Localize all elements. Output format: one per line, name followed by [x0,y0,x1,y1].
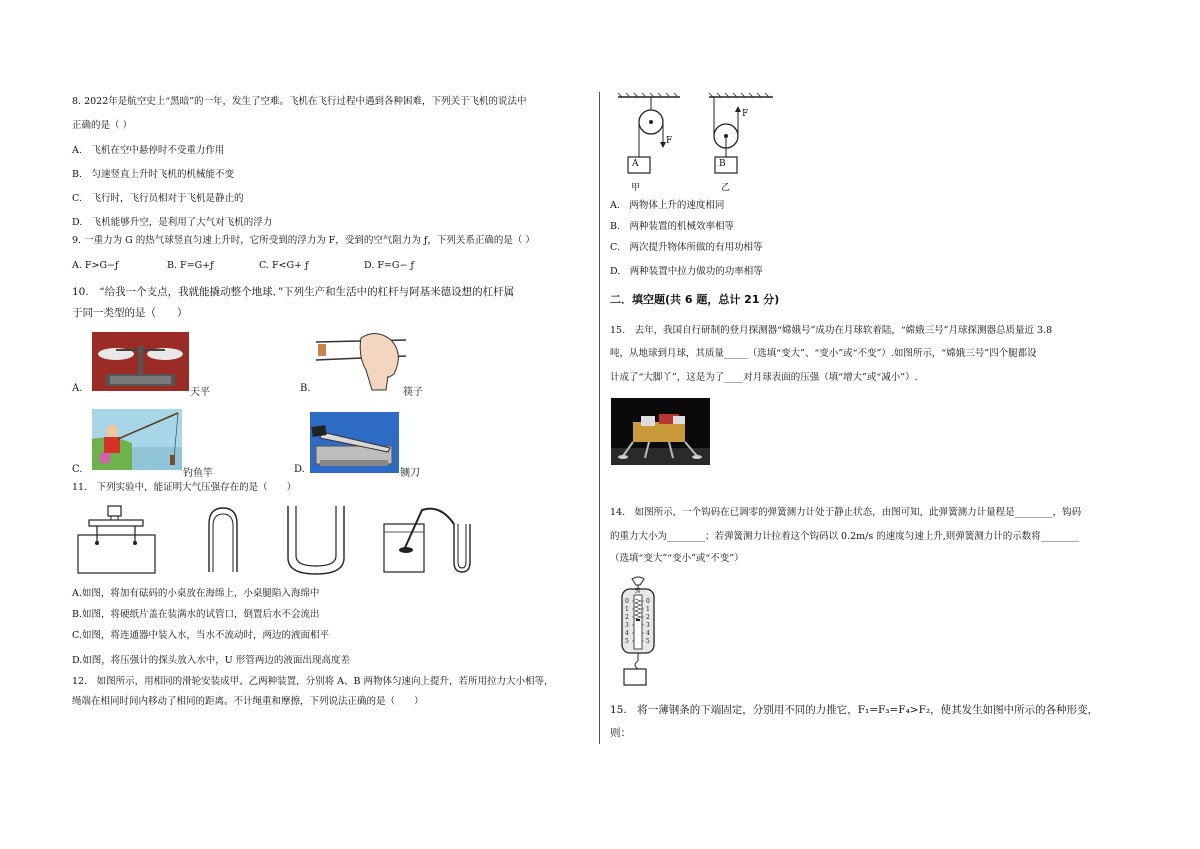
q10-option-c-letter: C. [72,464,83,475]
scale-ticks-right [646,598,650,646]
pulley-diagram [616,92,776,190]
scale-tick-left: 1 [625,606,629,613]
q11-option-b: B.如图，将硬纸片盖在装满水的试管口，倒置后水不会流出 [72,609,320,620]
q14-line-1: 14. 如图所示，一个钩码在已调零的弹簧测力计处于静止状态，由图可知，此弹簧测力计量程是________，钩码 [610,507,1082,518]
q10-option-c-label: 钓鱼竿 [183,468,213,479]
q11-stem: 11. 下列实验中，能证明大气压强存在的是（ ） [72,482,297,493]
scale-tick-right: 1 [646,606,650,613]
q8-stem-cont: 正确的是（ ） [72,120,133,131]
scale-tick-right: 2 [646,614,650,621]
inverted-test-tube-icon [205,506,241,576]
q9-option-c: C. F<G+ ƒ [259,260,309,271]
q9-stem: 9. 一重力为 G 的热气球竖直匀速上升时，它所受到的浮力为 F，受到的空气阻力为 ƒ，下列关系正确的是（ ） [72,235,535,246]
figure-jia-label: 甲 [631,183,641,193]
lunar-lander-image [611,398,710,465]
figure-yi-label: 乙 [721,183,731,193]
balance-scale-icon [92,332,189,391]
block-a-label: A [632,159,639,169]
balance-scale-image [92,332,189,391]
q12-option-a: A. 两物体上升的速度相同 [610,200,725,211]
q11-option-d: D.如图，将压强计的探头放入水中，U 形管两边的液面出现高度差 [72,655,350,666]
column-divider [599,92,600,744]
force-f-label-yi: F [742,109,749,119]
q8-option-c: C. 飞行时，飞行员相对于飞机是静止的 [72,193,244,204]
q14-line-2: 的重力大小为________；若弹簧测力计拉着这个钩码以 0.2m/s 的速度匀速上升,则弹簧测力计的示数将________ [610,531,1079,542]
cutter-icon [310,412,399,473]
pressure-gauge-u-tube-icon [382,504,482,576]
scale-unit-label: N [635,588,641,595]
q10-option-a-letter: A. [72,383,83,394]
q11-option-c: C.如图，将连通器中装入水，当水不流动时，两边的液面相平 [72,630,329,641]
q12-stem-cont: 绳端在相同时间内移动了相同的距离。不计绳重和摩擦，下列说法正确的是（ ） [72,696,424,707]
lunar-lander-icon [611,398,710,465]
q12-option-c: C. 两次提升物体所做的有用功相等 [610,242,763,253]
q9-option-a: A. F>G−ƒ [72,260,119,271]
fishing-person-icon [92,409,182,470]
q12-option-b: B. 两种装置的机械效率相等 [610,221,735,232]
scale-tick-left: 3 [625,622,629,629]
scale-tick-right: 4 [646,630,650,637]
q8-stem: 8. 2022年是航空史上“黑暗”的一年，发生了空难。飞机在飞行过程中遇到各种困难，下列关于飞机的说法中 [72,96,527,107]
block-b-label: B [719,159,726,169]
q10-option-d-label: 铡刀 [400,468,420,479]
scale-tick-left: 5 [625,638,629,645]
scale-tick-right: 5 [646,638,650,645]
q15-steel-line-1: 15. 将一薄钢条的下端固定，分别用不同的力推它，F₁=F₃=F₄>F₂，使其发生如图中所示的各种形变， [610,704,1099,716]
q14-line-3: （选填“变大”“变小”或“不变”） [610,553,744,564]
scale-tick-right: 0 [646,598,650,605]
q10-stem: 10. “给我一个支点，我就能撬动整个地球．”下列生产和生活中的杠杆与阿基米德设想的杠杆属 [72,286,515,298]
q10-option-b-letter: B. [300,383,311,394]
section-title-fill-in: 二．填空题(共 6 题，总计 21 分) [610,293,780,306]
scale-tick-left: 4 [625,630,629,637]
q8-option-a: A. 飞机在空中悬停时不受重力作用 [72,145,225,156]
q10-option-b-label: 筷子 [403,387,423,398]
q9-option-d: D. F=G− ƒ [364,260,414,271]
q8-option-b: B. 匀速竖直上升时飞机的机械能不变 [72,169,235,180]
q12-stem: 12. 如图所示，用相同的滑轮安装成甲、乙两种装置，分别将 A、B 两物体匀速向上提升，若所用拉力大小相等， [72,676,554,687]
q8-option-d: D. 飞机能够升空，是利用了大气对飞机的浮力 [72,217,273,228]
q15-lunar-line-1: 15. 去年，我国自行研制的登月探测器“嫦娥号”成功在月球软着陆，“嫦娥三号”月球探测器总质量近 3.8 [610,325,1053,336]
fishing-rod-image [92,409,182,470]
q12-option-d: D. 两种装置中拉力做功的功率相等 [610,266,763,277]
scale-tick-left: 0 [625,598,629,605]
scale-tick-right: 3 [646,622,650,629]
connected-vessel-icon [286,506,346,576]
table-on-sponge-icon [77,505,157,575]
q10-option-a-label: 天平 [190,387,210,398]
q15-lunar-line-2: 吨，从地球到月球，其质量_____（选填“变大”、“变小”或“不变”）.如图所示，“嫦娥三号”四个腿都设 [610,348,1037,359]
scale-tick-left: 2 [625,614,629,621]
guillotine-cutter-image [310,412,399,473]
q11-option-a: A.如图，将加有砝码的小桌放在海绵上，小桌腿陷入海绵中 [72,588,320,599]
q10-option-d-letter: D. [294,464,305,475]
q9-option-b: B. F=G+ƒ [167,260,214,271]
force-f-label-jia: F [666,136,673,146]
chopsticks-icon [316,334,406,394]
q15-steel-line-2: 则： [610,727,631,739]
scale-ticks-left [625,598,629,646]
q15-lunar-line-3: 计成了“大脚丫”，这是为了____对月球表面的压强（填“增大”或“减小”）. [610,372,918,383]
q10-stem-cont: 于同一类型的是（ ） [72,307,188,319]
